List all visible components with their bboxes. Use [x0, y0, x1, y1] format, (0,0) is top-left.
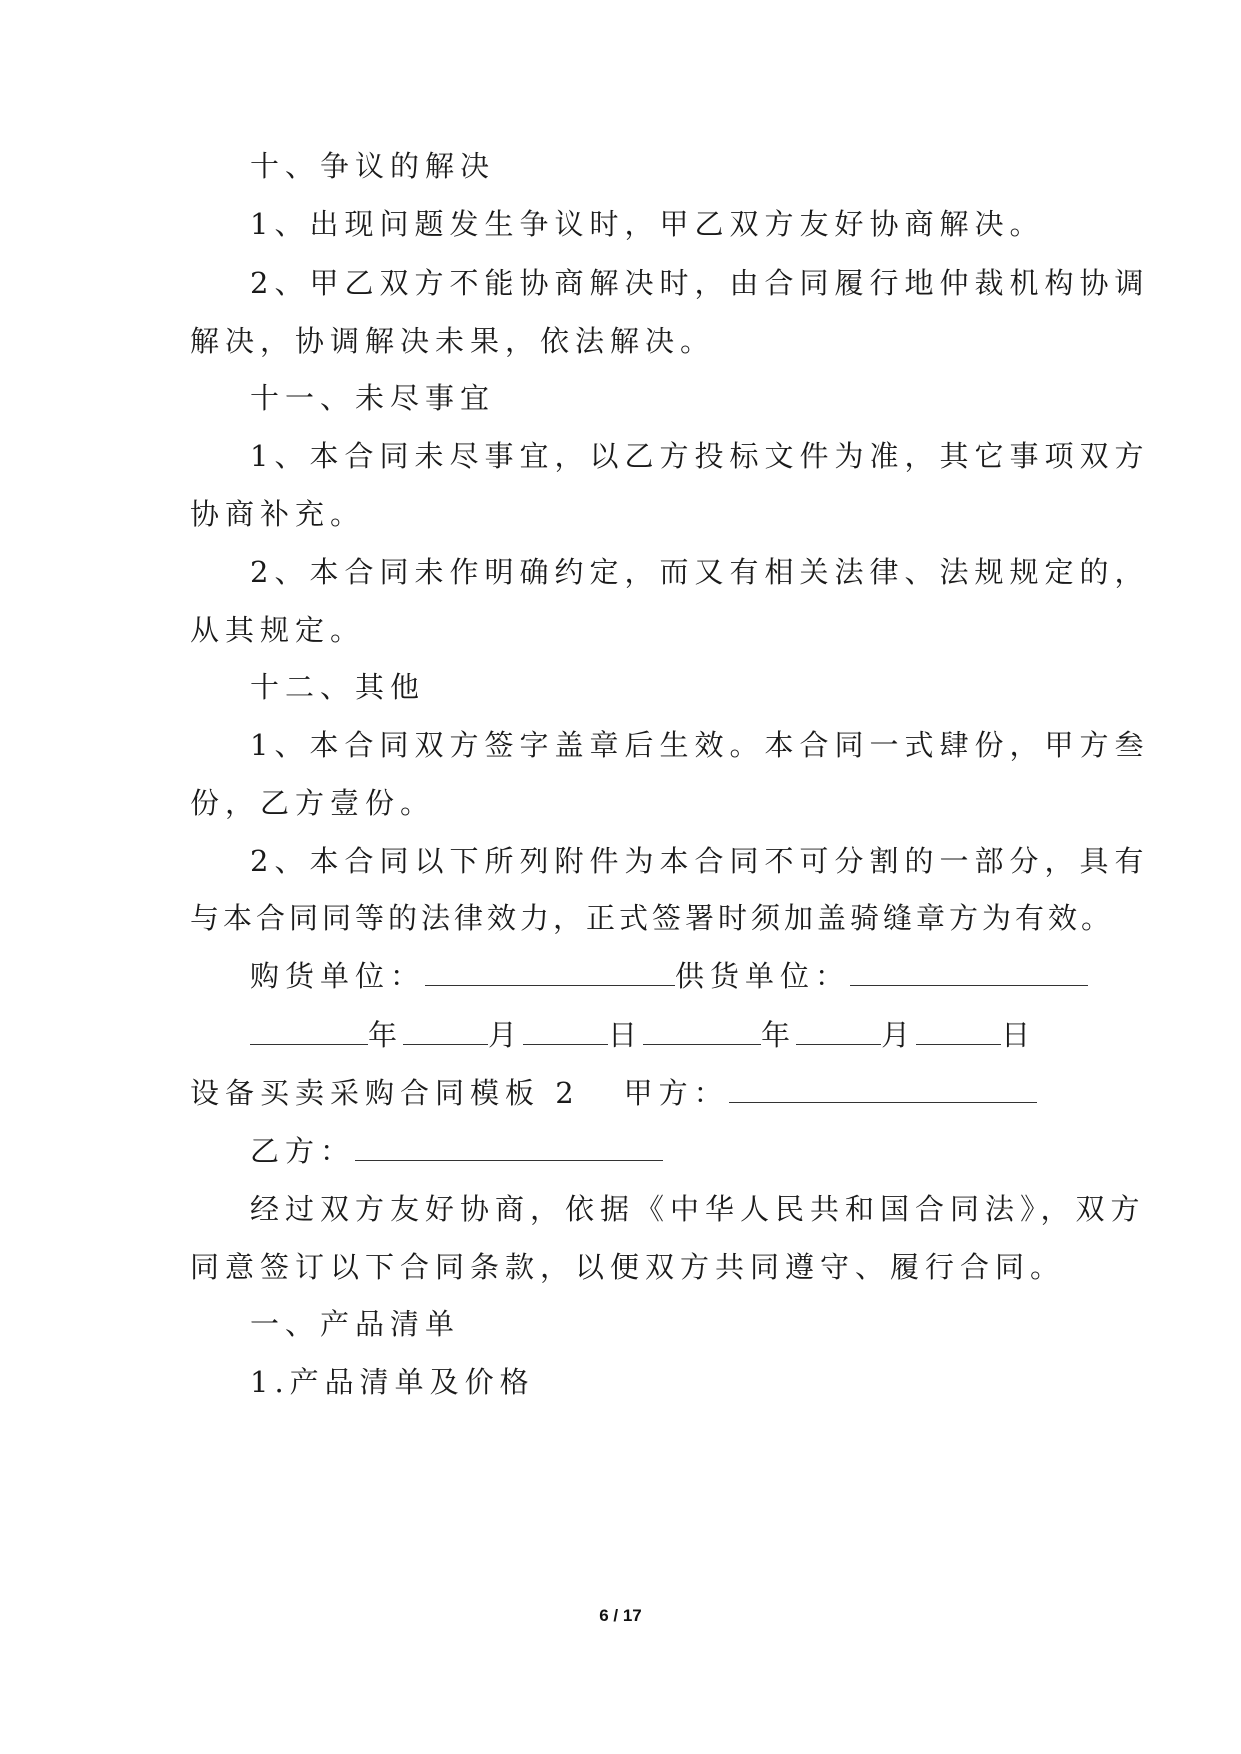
party-b-line: [250, 1131, 1130, 1171]
paragraph-continuation: 同意签订以下合同条款，以便双方共同遵守、履行合同。: [190, 1250, 1066, 1284]
day-label: 日: [608, 1018, 644, 1052]
party-b-blank: [355, 1134, 663, 1161]
paragraph: 2、甲乙双方不能协商解决时，由合同履行地仲裁机构协调: [250, 266, 1150, 300]
template-title-line: [190, 1073, 1070, 1113]
section-heading-other: 十二、其他: [250, 670, 426, 704]
paragraph-continuation: 解决，协调解决未果，依法解决。: [190, 324, 716, 358]
day-blank-2: [916, 1018, 1001, 1045]
page-number: 6 / 17: [599, 1606, 642, 1625]
year-blank: [250, 1018, 368, 1045]
day-label-2: 日: [1001, 1018, 1037, 1052]
paragraph-continuation: 与本合同同等的法律效力，正式签署时须加盖骑缝章方为有效。: [190, 901, 1115, 935]
month-label-2: 月: [881, 1018, 917, 1052]
paragraph: 2、本合同以下所列附件为本合同不可分割的一部分，具有: [250, 844, 1150, 878]
paragraph-continuation: 份，乙方壹份。: [190, 786, 436, 820]
party-a-blank: [729, 1076, 1037, 1103]
section-heading-unresolved: 十一、未尽事宜: [250, 381, 496, 415]
supplier-label: 供货单位：: [675, 959, 851, 993]
section-heading-product-list: 一、产品清单: [250, 1307, 461, 1341]
paragraph: 1、出现问题发生争议时，甲乙双方友好协商解决。: [250, 207, 1045, 241]
month-blank-2: [796, 1018, 881, 1045]
year-blank-2: [643, 1018, 761, 1045]
buyer-blank: [425, 959, 675, 986]
month-blank: [403, 1018, 488, 1045]
paragraph-continuation: 从其规定。: [190, 613, 366, 647]
party-b-label: 乙方：: [250, 1134, 356, 1168]
paragraph-continuation: 协商补充。: [190, 497, 366, 531]
template-title: 设备买卖采购合同模板 2: [190, 1076, 580, 1110]
month-label: 月: [488, 1018, 524, 1052]
date-line: [250, 1015, 1130, 1055]
paragraph: 2、本合同未作明确约定，而又有相关法律、法规规定的，: [250, 555, 1150, 589]
paragraph: 1、本合同双方签字盖章后生效。本合同一式肆份，甲方叁: [250, 728, 1150, 762]
section-heading-dispute: 十、争议的解决: [250, 149, 496, 183]
subsection-heading: 1.产品清单及价格: [250, 1365, 535, 1399]
supplier-blank: [850, 959, 1088, 986]
paragraph: 经过双方友好协商，依据《中华人民共和国合同法》，双方: [250, 1192, 1146, 1226]
buyer-label: 购货单位：: [250, 959, 426, 993]
party-a-label: 甲方：: [623, 1076, 729, 1110]
year-label: 年: [368, 1018, 404, 1052]
day-blank: [523, 1018, 608, 1045]
year-label-2: 年: [761, 1018, 797, 1052]
signature-units-line: [250, 956, 1130, 996]
paragraph: 1、本合同未尽事宜，以乙方投标文件为准，其它事项双方: [250, 439, 1150, 473]
